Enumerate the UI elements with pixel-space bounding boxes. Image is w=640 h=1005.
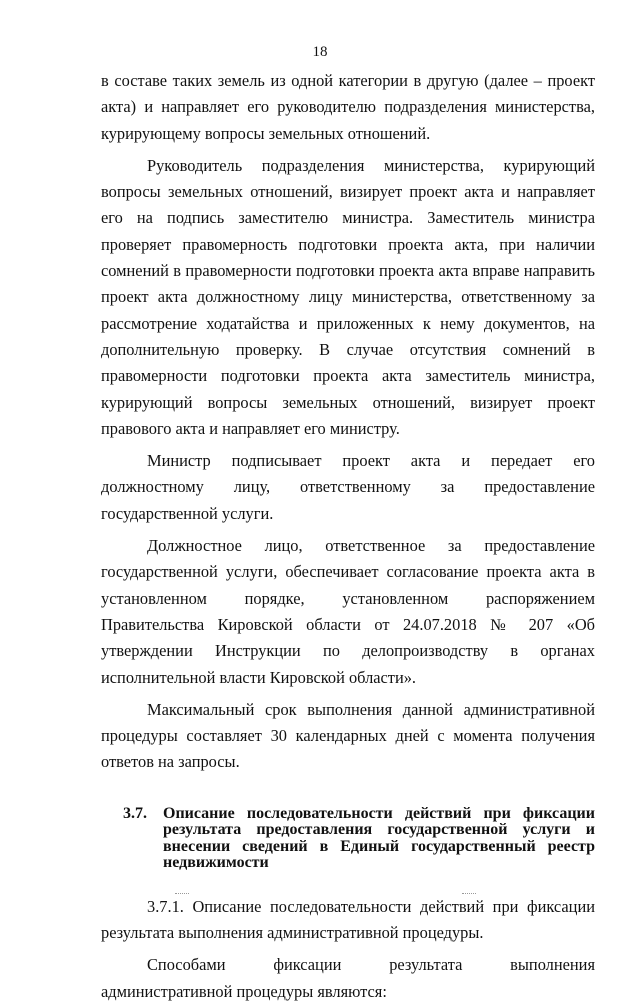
page-number: 18 — [312, 44, 328, 60]
scan-mark — [175, 893, 189, 895]
paragraph: Должностное лицо, ответственное за предоставление государственной услуги, обеспечивает согласование проекта акта в установленном порядке, установленном распоряжением Правительства Кировской области от 24.07.2018 № 207 «Об утверждении Инструкции по делопроизводству в органах исполнительной власти Кировской области». — [101, 536, 595, 687]
document-body — [101, 68, 595, 1005]
paragraph: Министр подписывает проект акта и передает его должностному лицу, ответственному за предоставление государственной услуги. — [101, 451, 595, 523]
paragraph: в составе таких земель из одной категории в другую (далее – проект акта) и направляет его руководителю подразделения министерства, курирующему вопросы земельных отношений. — [101, 71, 595, 143]
section-title: Описание последовательности действий при фиксации результата предоставления государственной услуги и внесении сведений в Единый государственный реестр недвижимости — [163, 804, 595, 872]
scan-artifacts — [0, 893, 640, 897]
paragraph: Руководитель подразделения министерства, курирующий вопросы земельных отношений, визирует проект акта и направляет его на подпись заместителю министра. Заместитель министра проверяет правомерность подготовки проекта акта, при наличии сомнений в правомерности подготовки проекта акта вправе направить проект акта должностному лицу министерства, ответственному за рассмотрение ходатайства и приложенных к нему документов, на дополнительную проверку. В случае отсутствия сомнений в правомерности подготовки проекта акта заместитель министра, курирующий вопросы земельных отношений, визирует проект правового акта и направляет его министру. — [101, 155, 595, 438]
paragraph: Максимальный срок выполнения данной административной процедуры составляет 30 календарных дней с момента получения ответов на запросы. — [101, 699, 595, 772]
section-heading — [101, 806, 595, 872]
paragraph: Способами фиксации результата выполнения административной процедуры являются: — [101, 955, 595, 1001]
paragraph: 3.7.1. Описание последовательности действий при фиксации результата выполнения административной процедуры. — [101, 896, 595, 943]
scan-mark — [462, 893, 476, 895]
section-number: 3.7. — [123, 804, 147, 822]
